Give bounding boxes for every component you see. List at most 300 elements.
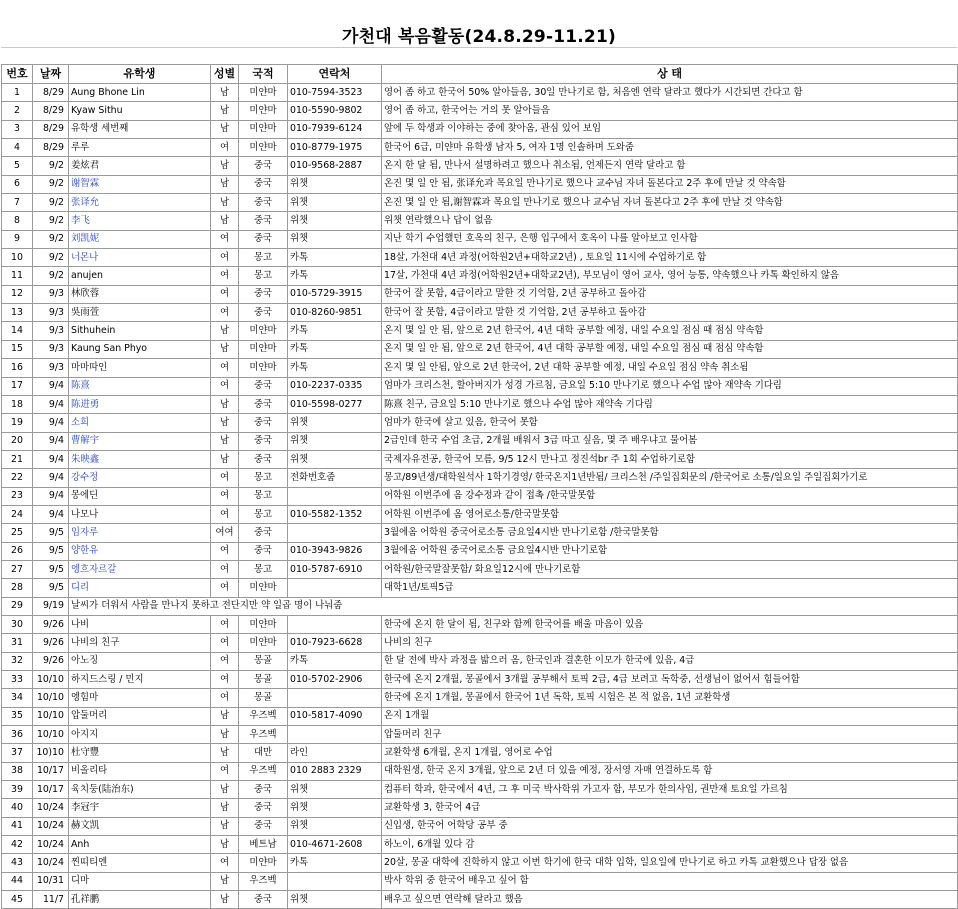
cell-num[interactable]: 24: [2, 505, 33, 523]
cell-status[interactable]: 앞에 두 학생과 이야하는 중에 찾아옴, 관심 있어 보임: [382, 120, 958, 138]
cell-num[interactable]: 3: [2, 120, 33, 138]
cell-num[interactable]: 45: [2, 891, 33, 909]
cell-gender[interactable]: 여: [211, 634, 239, 652]
cell-num[interactable]: 41: [2, 817, 33, 835]
cell-status[interactable]: 온지 몇 일 안됨, 앞으로 2년 한국어, 2년 대학 공부할 예정, 내일 수요일 점심 약속 취소됨: [382, 359, 958, 377]
cell-gender[interactable]: 여: [211, 469, 239, 487]
cell-num[interactable]: 44: [2, 872, 33, 890]
cell-status[interactable]: 3월에옴 어학원 중국어로소통 금요일4시반 만나기로함: [382, 542, 958, 560]
cell-date[interactable]: 9/2: [33, 212, 69, 230]
header-status[interactable]: 상 태: [382, 65, 958, 84]
cell-date[interactable]: 9/2: [33, 157, 69, 175]
cell-student[interactable]: anujen: [69, 267, 211, 285]
cell-status[interactable]: 온지 1개월: [382, 707, 958, 725]
cell-gender[interactable]: 여: [211, 615, 239, 633]
cell-nationality[interactable]: 몽고: [239, 267, 288, 285]
cell-date[interactable]: 9/26: [33, 652, 69, 670]
cell-date[interactable]: 10/10: [33, 689, 69, 707]
cell-gender[interactable]: 여: [211, 285, 239, 303]
cell-date[interactable]: 9/5: [33, 542, 69, 560]
cell-contact[interactable]: 위챗: [288, 450, 382, 468]
cell-student[interactable]: 아노징: [69, 652, 211, 670]
cell-nationality[interactable]: 중국: [239, 799, 288, 817]
cell-contact[interactable]: 010-5702-2906: [288, 671, 382, 689]
cell-gender[interactable]: 여: [211, 579, 239, 597]
cell-date[interactable]: 9/2: [33, 230, 69, 248]
cell-nationality[interactable]: 중국: [239, 781, 288, 799]
cell-gender[interactable]: 여: [211, 671, 239, 689]
cell-num[interactable]: 34: [2, 689, 33, 707]
cell-status[interactable]: 교환학생 3, 한국어 4급: [382, 799, 958, 817]
cell-status[interactable]: 온진 몇 일 안 됨,谢智霖과 목요일 만나기로 했으나 교수님 자녀 돌본다고 2주 후에 만날 것 약속함: [382, 194, 958, 212]
cell-nationality[interactable]: 중국: [239, 414, 288, 432]
cell-student[interactable]: 비올리타: [69, 762, 211, 780]
cell-contact[interactable]: 위챗: [288, 432, 382, 450]
cell-student[interactable]: Kaung San Phyo: [69, 340, 211, 358]
cell-contact[interactable]: 010-5590-9802: [288, 102, 382, 120]
cell-status[interactable]: 박사 학위 중 한국어 배우고 싶어 함: [382, 872, 958, 890]
cell-date[interactable]: 10/24: [33, 817, 69, 835]
header-contact[interactable]: 연락처: [288, 65, 382, 84]
cell-nationality[interactable]: 미얀마: [239, 359, 288, 377]
cell-status[interactable]: 한국어 6급, 미얀마 유학생 남자 5, 여자 1명 인솔하며 도와줌: [382, 139, 958, 157]
cell-nationality[interactable]: 우즈벡: [239, 707, 288, 725]
cell-status[interactable]: 한국에 온지 한 달이 됨, 친구와 함께 한국어를 배울 마음이 있음: [382, 615, 958, 633]
cell-gender[interactable]: 여: [211, 689, 239, 707]
cell-student[interactable]: Aung Bhone Lin: [69, 84, 211, 102]
cell-nationality[interactable]: 중국: [239, 542, 288, 560]
cell-gender[interactable]: 여: [211, 560, 239, 578]
cell-status[interactable]: 한국어 잘 못함, 4급이라고 말한 것 기억함, 2년 공부하고 돌아감: [382, 304, 958, 322]
cell-nationality[interactable]: 우즈벡: [239, 726, 288, 744]
cell-gender[interactable]: 남: [211, 799, 239, 817]
cell-status[interactable]: 한국에 온지 2개월, 몽골에서 3개월 공부해서 토픽 2급, 4급 보려고 독학중, 선생님이 없어서 힘들어함: [382, 671, 958, 689]
cell-student[interactable]: 유학생 세번째: [69, 120, 211, 138]
cell-contact[interactable]: [288, 872, 382, 890]
cell-nationality[interactable]: 미얀마: [239, 579, 288, 597]
cell-date[interactable]: 9/4: [33, 450, 69, 468]
cell-status[interactable]: 18살, 가천대 4년 과정(어학원2년+대학교2년) , 토요일 11시에 수업하기로 함: [382, 249, 958, 267]
cell-date[interactable]: 9/4: [33, 505, 69, 523]
header-nationality[interactable]: 국적: [239, 65, 288, 84]
cell-status[interactable]: 몽고/89년생/대학원석사 1학기경영/ 한국온지1년반됨/ 크리스천 /주일집회문의 /한국어로 소통/일요일 주일집회가기로: [382, 469, 958, 487]
cell-status[interactable]: 위챗 연락했으나 답이 없음: [382, 212, 958, 230]
cell-contact[interactable]: 010-5729-3915: [288, 285, 382, 303]
cell-num[interactable]: 1: [2, 84, 33, 102]
cell-num[interactable]: 35: [2, 707, 33, 725]
cell-status[interactable]: 대학원생, 한국 온지 3개월, 앞으로 2년 더 있을 예정, 장서영 자매 연결하도록 함: [382, 762, 958, 780]
cell-num[interactable]: 21: [2, 450, 33, 468]
cell-gender[interactable]: 여: [211, 487, 239, 505]
cell-student[interactable]: 李飞: [69, 212, 211, 230]
cell-nationality[interactable]: 중국: [239, 212, 288, 230]
cell-gender[interactable]: 남: [211, 891, 239, 909]
cell-num[interactable]: 25: [2, 524, 33, 542]
cell-nationality[interactable]: 미얀마: [239, 102, 288, 120]
cell-num[interactable]: 31: [2, 634, 33, 652]
cell-num[interactable]: 12: [2, 285, 33, 303]
cell-num[interactable]: 39: [2, 781, 33, 799]
header-gender[interactable]: 성별: [211, 65, 239, 84]
cell-num[interactable]: 4: [2, 139, 33, 157]
cell-num[interactable]: 11: [2, 267, 33, 285]
cell-student[interactable]: 몽에딘: [69, 487, 211, 505]
cell-num[interactable]: 20: [2, 432, 33, 450]
cell-date[interactable]: 9/19: [33, 597, 69, 615]
cell-status[interactable]: 압둘머리 친구: [382, 726, 958, 744]
cell-status[interactable]: 영어 좀 하고 한국어 50% 알아들음, 30일 만나기로 함, 처음엔 연락 달라고 했다가 시간되면 간다고 함: [382, 84, 958, 102]
cell-nationality[interactable]: 중국: [239, 450, 288, 468]
cell-date[interactable]: 9/26: [33, 634, 69, 652]
cell-contact[interactable]: 010-5787-6910: [288, 560, 382, 578]
cell-gender[interactable]: 남: [211, 414, 239, 432]
cell-gender[interactable]: 남: [211, 817, 239, 835]
cell-nationality[interactable]: 미얀마: [239, 120, 288, 138]
cell-num[interactable]: 26: [2, 542, 33, 560]
cell-gender[interactable]: 여: [211, 249, 239, 267]
cell-nationality[interactable]: 몽고: [239, 560, 288, 578]
cell-contact[interactable]: 위챗: [288, 817, 382, 835]
cell-gender[interactable]: 여여: [211, 524, 239, 542]
cell-num[interactable]: 40: [2, 799, 33, 817]
cell-nationality[interactable]: 몽고: [239, 505, 288, 523]
cell-num[interactable]: 15: [2, 340, 33, 358]
cell-date[interactable]: 9/3: [33, 359, 69, 377]
cell-date[interactable]: 10/17: [33, 781, 69, 799]
cell-contact[interactable]: 010-2237-0335: [288, 377, 382, 395]
cell-date[interactable]: 10/24: [33, 799, 69, 817]
cell-num[interactable]: 6: [2, 175, 33, 193]
cell-contact[interactable]: 카톡: [288, 267, 382, 285]
cell-num[interactable]: 29: [2, 597, 33, 615]
cell-nationality[interactable]: 중국: [239, 891, 288, 909]
cell-status[interactable]: 나비의 친구: [382, 634, 958, 652]
cell-student[interactable]: 디리: [69, 579, 211, 597]
cell-student[interactable]: 李冠宇: [69, 799, 211, 817]
cell-status[interactable]: 교환학생 6개월, 온지 1개월, 영어로 수업: [382, 744, 958, 762]
cell-contact[interactable]: 위챗: [288, 891, 382, 909]
cell-contact[interactable]: 010-8779-1975: [288, 139, 382, 157]
cell-num[interactable]: 32: [2, 652, 33, 670]
cell-num[interactable]: 38: [2, 762, 33, 780]
cell-gender[interactable]: 남: [211, 120, 239, 138]
cell-nationality[interactable]: 미얀마: [239, 854, 288, 872]
cell-nationality[interactable]: 몽골: [239, 689, 288, 707]
cell-contact[interactable]: 카톡: [288, 322, 382, 340]
cell-num[interactable]: 33: [2, 671, 33, 689]
cell-status[interactable]: 17살, 가천대 4년 과정(어학원2년+대학교2년), 부모님이 영어 교사, 영어 능통, 약속했으나 카톡 확인하지 않음: [382, 267, 958, 285]
cell-num[interactable]: 2: [2, 102, 33, 120]
cell-contact[interactable]: 010-3943-9826: [288, 542, 382, 560]
cell-student[interactable]: 孔祥鹏: [69, 891, 211, 909]
cell-status[interactable]: 온지 몇 일 안 됨, 앞으로 2년 한국어, 4년 대학 공부할 예정, 내일 수요일 점심 때 점심 약속함: [382, 322, 958, 340]
cell-date[interactable]: 10)10: [33, 744, 69, 762]
cell-contact[interactable]: [288, 524, 382, 542]
cell-status[interactable]: 대학1년/토픽5급: [382, 579, 958, 597]
cell-gender[interactable]: 남: [211, 432, 239, 450]
cell-student[interactable]: 姜炫君: [69, 157, 211, 175]
cell-nationality[interactable]: 중국: [239, 377, 288, 395]
cell-nationality[interactable]: 중국: [239, 432, 288, 450]
cell-num[interactable]: 42: [2, 836, 33, 854]
cell-student[interactable]: 张译允: [69, 194, 211, 212]
cell-gender[interactable]: 남: [211, 340, 239, 358]
cell-status[interactable]: 한국에 온지 1개월, 몽골에서 한국어 1년 독학, 토픽 시험은 본 적 없음, 1년 교환학생: [382, 689, 958, 707]
cell-contact[interactable]: 010-5817-4090: [288, 707, 382, 725]
cell-status[interactable]: 어학원 이번주에 옴 강수정과 같이 접촉 /한국말못함: [382, 487, 958, 505]
cell-num[interactable]: 17: [2, 377, 33, 395]
cell-contact[interactable]: 위챗: [288, 175, 382, 193]
cell-nationality[interactable]: 몽고: [239, 249, 288, 267]
cell-nationality[interactable]: 미얀마: [239, 322, 288, 340]
cell-student[interactable]: 杜守豐: [69, 744, 211, 762]
cell-contact[interactable]: [288, 726, 382, 744]
cell-nationality[interactable]: 우즈벡: [239, 872, 288, 890]
cell-status[interactable]: 陈熹 친구, 금요일 5:10 만나기로 했으나 수업 많아 재약속 기다림: [382, 395, 958, 413]
cell-nationality[interactable]: 중국: [239, 285, 288, 303]
cell-num[interactable]: 19: [2, 414, 33, 432]
cell-gender[interactable]: 여: [211, 542, 239, 560]
cell-num[interactable]: 7: [2, 194, 33, 212]
cell-num[interactable]: 14: [2, 322, 33, 340]
cell-contact[interactable]: 카톡: [288, 854, 382, 872]
cell-date[interactable]: 11/7: [33, 891, 69, 909]
cell-gender[interactable]: 남: [211, 450, 239, 468]
cell-contact[interactable]: 라인: [288, 744, 382, 762]
cell-gender[interactable]: 남: [211, 175, 239, 193]
cell-contact[interactable]: 위챗: [288, 414, 382, 432]
cell-gender[interactable]: 여: [211, 854, 239, 872]
cell-contact[interactable]: 전화번호줌: [288, 469, 382, 487]
cell-contact[interactable]: 위챗: [288, 230, 382, 248]
cell-contact[interactable]: 010-4671-2608: [288, 836, 382, 854]
cell-date[interactable]: 9/4: [33, 395, 69, 413]
cell-nationality[interactable]: 중국: [239, 817, 288, 835]
cell-nationality[interactable]: 중국: [239, 395, 288, 413]
cell-student[interactable]: 谢智霖: [69, 175, 211, 193]
cell-student[interactable]: 陈熹: [69, 377, 211, 395]
cell-student[interactable]: 아지지: [69, 726, 211, 744]
cell-student[interactable]: 林欣蓉: [69, 285, 211, 303]
cell-date[interactable]: 9/3: [33, 340, 69, 358]
cell-num[interactable]: 23: [2, 487, 33, 505]
cell-date[interactable]: 10/10: [33, 707, 69, 725]
cell-date[interactable]: 8/29: [33, 139, 69, 157]
cell-gender[interactable]: 여: [211, 762, 239, 780]
cell-student[interactable]: Kyaw Sithu: [69, 102, 211, 120]
cell-nationality[interactable]: 중국: [239, 304, 288, 322]
cell-status[interactable]: 지난 학기 수업했던 호옥의 친구, 은행 입구에서 호옥이 나를 알아보고 인사함: [382, 230, 958, 248]
cell-contact[interactable]: 010-8260-9851: [288, 304, 382, 322]
cell-student[interactable]: 吳雨萱: [69, 304, 211, 322]
cell-contact[interactable]: [288, 487, 382, 505]
cell-student[interactable]: 육치둥(陆治东): [69, 781, 211, 799]
cell-contact[interactable]: [288, 615, 382, 633]
cell-gender[interactable]: 남: [211, 707, 239, 725]
cell-num[interactable]: 43: [2, 854, 33, 872]
cell-gender[interactable]: 남: [211, 84, 239, 102]
cell-date[interactable]: 9/4: [33, 469, 69, 487]
cell-num[interactable]: 37: [2, 744, 33, 762]
cell-nationality[interactable]: 대만: [239, 744, 288, 762]
cell-date[interactable]: 8/29: [33, 120, 69, 138]
cell-nationality[interactable]: 중국: [239, 157, 288, 175]
cell-gender[interactable]: 여: [211, 267, 239, 285]
cell-status[interactable]: 국제자유전공, 한국어 모름, 9/5 12시 만나고 정진석br 주 1회 수업하기로함: [382, 450, 958, 468]
cell-nationality[interactable]: 중국: [239, 524, 288, 542]
cell-date[interactable]: 10/24: [33, 836, 69, 854]
cell-date[interactable]: 9/4: [33, 487, 69, 505]
cell-student[interactable]: 엥흐자르갈: [69, 560, 211, 578]
cell-status[interactable]: 3월에옴 어학원 중국어로소통 금요일4시반 만나기로함 /한국말못함: [382, 524, 958, 542]
cell-student[interactable]: 찐띠티엔: [69, 854, 211, 872]
cell-date[interactable]: 10/17: [33, 762, 69, 780]
cell-nationality[interactable]: 미얀마: [239, 615, 288, 633]
cell-num[interactable]: 22: [2, 469, 33, 487]
cell-gender[interactable]: 남: [211, 395, 239, 413]
cell-contact[interactable]: 카톡: [288, 652, 382, 670]
cell-date[interactable]: 9/4: [33, 377, 69, 395]
cell-date[interactable]: 9/4: [33, 414, 69, 432]
cell-num[interactable]: 9: [2, 230, 33, 248]
header-student[interactable]: 유학생: [69, 65, 211, 84]
cell-gender[interactable]: 여: [211, 505, 239, 523]
cell-date[interactable]: 9/2: [33, 249, 69, 267]
cell-student[interactable]: 루루: [69, 139, 211, 157]
cell-date[interactable]: 8/29: [33, 102, 69, 120]
cell-contact[interactable]: 010-5598-0277: [288, 395, 382, 413]
cell-gender[interactable]: 남: [211, 157, 239, 175]
cell-nationality[interactable]: 미얀마: [239, 340, 288, 358]
cell-num[interactable]: 30: [2, 615, 33, 633]
cell-contact[interactable]: 010 2883 2329: [288, 762, 382, 780]
header-num[interactable]: 번호: [2, 65, 33, 84]
cell-date[interactable]: 10/24: [33, 854, 69, 872]
cell-date[interactable]: 9/5: [33, 560, 69, 578]
cell-student[interactable]: 赫文凯: [69, 817, 211, 835]
cell-num[interactable]: 10: [2, 249, 33, 267]
cell-note[interactable]: 날씨가 더워서 사람을 만나지 못하고 전단지만 약 일곱 명이 나눠줌: [69, 597, 958, 615]
cell-status[interactable]: 온지 몇 일 안 됨, 앞으로 2년 한국어, 4년 대학 공부할 예정, 내일 수요일 점심 때 점심 약속함: [382, 340, 958, 358]
cell-nationality[interactable]: 중국: [239, 175, 288, 193]
cell-date[interactable]: 10/31: [33, 872, 69, 890]
cell-student[interactable]: 曹解宇: [69, 432, 211, 450]
cell-status[interactable]: 한 달 전에 박사 과정을 밟으러 옴, 한국인과 결혼한 이모가 한국에 있음, 4급: [382, 652, 958, 670]
cell-contact[interactable]: 010-5582-1352: [288, 505, 382, 523]
cell-student[interactable]: 刘凯妮: [69, 230, 211, 248]
cell-gender[interactable]: 남: [211, 102, 239, 120]
cell-date[interactable]: 9/3: [33, 285, 69, 303]
header-date[interactable]: 날짜: [33, 65, 69, 84]
cell-contact[interactable]: 위챗: [288, 781, 382, 799]
cell-date[interactable]: 9/2: [33, 267, 69, 285]
cell-nationality[interactable]: 미얀마: [239, 139, 288, 157]
cell-student[interactable]: Sithuhein: [69, 322, 211, 340]
cell-gender[interactable]: 여: [211, 230, 239, 248]
cell-contact[interactable]: 카톡: [288, 340, 382, 358]
cell-status[interactable]: 엄마가 한국에 살고 있음, 한국어 못함: [382, 414, 958, 432]
cell-student[interactable]: 朱映鑫: [69, 450, 211, 468]
cell-gender[interactable]: 남: [211, 194, 239, 212]
cell-gender[interactable]: 여: [211, 652, 239, 670]
cell-nationality[interactable]: 몽고: [239, 469, 288, 487]
cell-gender[interactable]: 남: [211, 872, 239, 890]
cell-gender[interactable]: 남: [211, 322, 239, 340]
cell-date[interactable]: 9/2: [33, 194, 69, 212]
cell-date[interactable]: 9/5: [33, 579, 69, 597]
cell-status[interactable]: 영어 좀 하고, 한국어는 거의 못 알아들음: [382, 102, 958, 120]
cell-date[interactable]: 9/5: [33, 524, 69, 542]
cell-nationality[interactable]: 중국: [239, 230, 288, 248]
cell-status[interactable]: 하노이, 6개월 있다 감: [382, 836, 958, 854]
cell-student[interactable]: 나비의 친구: [69, 634, 211, 652]
cell-student[interactable]: 나비: [69, 615, 211, 633]
cell-gender[interactable]: 남: [211, 212, 239, 230]
cell-date[interactable]: 9/3: [33, 304, 69, 322]
cell-gender[interactable]: 남: [211, 781, 239, 799]
cell-student[interactable]: 소희: [69, 414, 211, 432]
cell-gender[interactable]: 여: [211, 377, 239, 395]
cell-nationality[interactable]: 미얀마: [239, 84, 288, 102]
cell-student[interactable]: 마마따인: [69, 359, 211, 377]
cell-student[interactable]: 강수정: [69, 469, 211, 487]
cell-student[interactable]: Anh: [69, 836, 211, 854]
cell-num[interactable]: 13: [2, 304, 33, 322]
cell-status[interactable]: 신입생, 한국어 어학당 공부 중: [382, 817, 958, 835]
cell-contact[interactable]: 010-7594-3523: [288, 84, 382, 102]
cell-student[interactable]: 양한유: [69, 542, 211, 560]
cell-status[interactable]: 20살, 몽골 대학에 진학하지 않고 이번 학기에 한국 대학 입학, 일요일에 만나기로 하고 카톡 교환했으나 답장 없음: [382, 854, 958, 872]
cell-gender[interactable]: 남: [211, 726, 239, 744]
cell-nationality[interactable]: 베트남: [239, 836, 288, 854]
cell-status[interactable]: 한국어 잘 못함, 4급이라고 말한 것 기억함, 2년 공부하고 돌아감: [382, 285, 958, 303]
cell-contact[interactable]: [288, 689, 382, 707]
cell-gender[interactable]: 여: [211, 139, 239, 157]
cell-date[interactable]: 10/10: [33, 671, 69, 689]
cell-num[interactable]: 5: [2, 157, 33, 175]
cell-status[interactable]: 엄마가 크리스천, 할아버지가 성경 가르침, 금요일 5:10 만나기로 했으나 수업 많아 재약속 기다림: [382, 377, 958, 395]
cell-student[interactable]: 엥힘마: [69, 689, 211, 707]
cell-contact[interactable]: 010-7923-6628: [288, 634, 382, 652]
cell-contact[interactable]: 위챗: [288, 194, 382, 212]
cell-contact[interactable]: 010-7939-6124: [288, 120, 382, 138]
cell-contact[interactable]: 위챗: [288, 212, 382, 230]
cell-date[interactable]: 10/10: [33, 726, 69, 744]
cell-status[interactable]: 어학원 이번주에 옴 영어로소통/한국말못함: [382, 505, 958, 523]
cell-gender[interactable]: 여: [211, 359, 239, 377]
cell-gender[interactable]: 여: [211, 304, 239, 322]
cell-student[interactable]: 압둘머리: [69, 707, 211, 725]
cell-nationality[interactable]: 몽고: [239, 487, 288, 505]
cell-status[interactable]: 2급인데 한국 수업 초급, 2개월 배워서 3급 따고 싶음, 몇 주 배우냐고 물어봄: [382, 432, 958, 450]
cell-student[interactable]: 陈进勇: [69, 395, 211, 413]
cell-num[interactable]: 27: [2, 560, 33, 578]
cell-contact[interactable]: [288, 579, 382, 597]
cell-contact[interactable]: 010-9568-2887: [288, 157, 382, 175]
cell-student[interactable]: 디마: [69, 872, 211, 890]
cell-date[interactable]: 9/26: [33, 615, 69, 633]
cell-date[interactable]: 8/29: [33, 84, 69, 102]
cell-num[interactable]: 18: [2, 395, 33, 413]
cell-nationality[interactable]: 몽골: [239, 671, 288, 689]
cell-date[interactable]: 9/3: [33, 322, 69, 340]
cell-nationality[interactable]: 미얀마: [239, 634, 288, 652]
cell-status[interactable]: 컴퓨터 학과, 한국에서 4년, 그 후 미국 박사학위 가고자 함, 부모가 한의사임, 권만재 토요일 가르침: [382, 781, 958, 799]
cell-nationality[interactable]: 몽골: [239, 652, 288, 670]
cell-date[interactable]: 9/4: [33, 432, 69, 450]
cell-student[interactable]: 임자루: [69, 524, 211, 542]
cell-status[interactable]: 배우고 싶으면 연락해 달라고 했음: [382, 891, 958, 909]
